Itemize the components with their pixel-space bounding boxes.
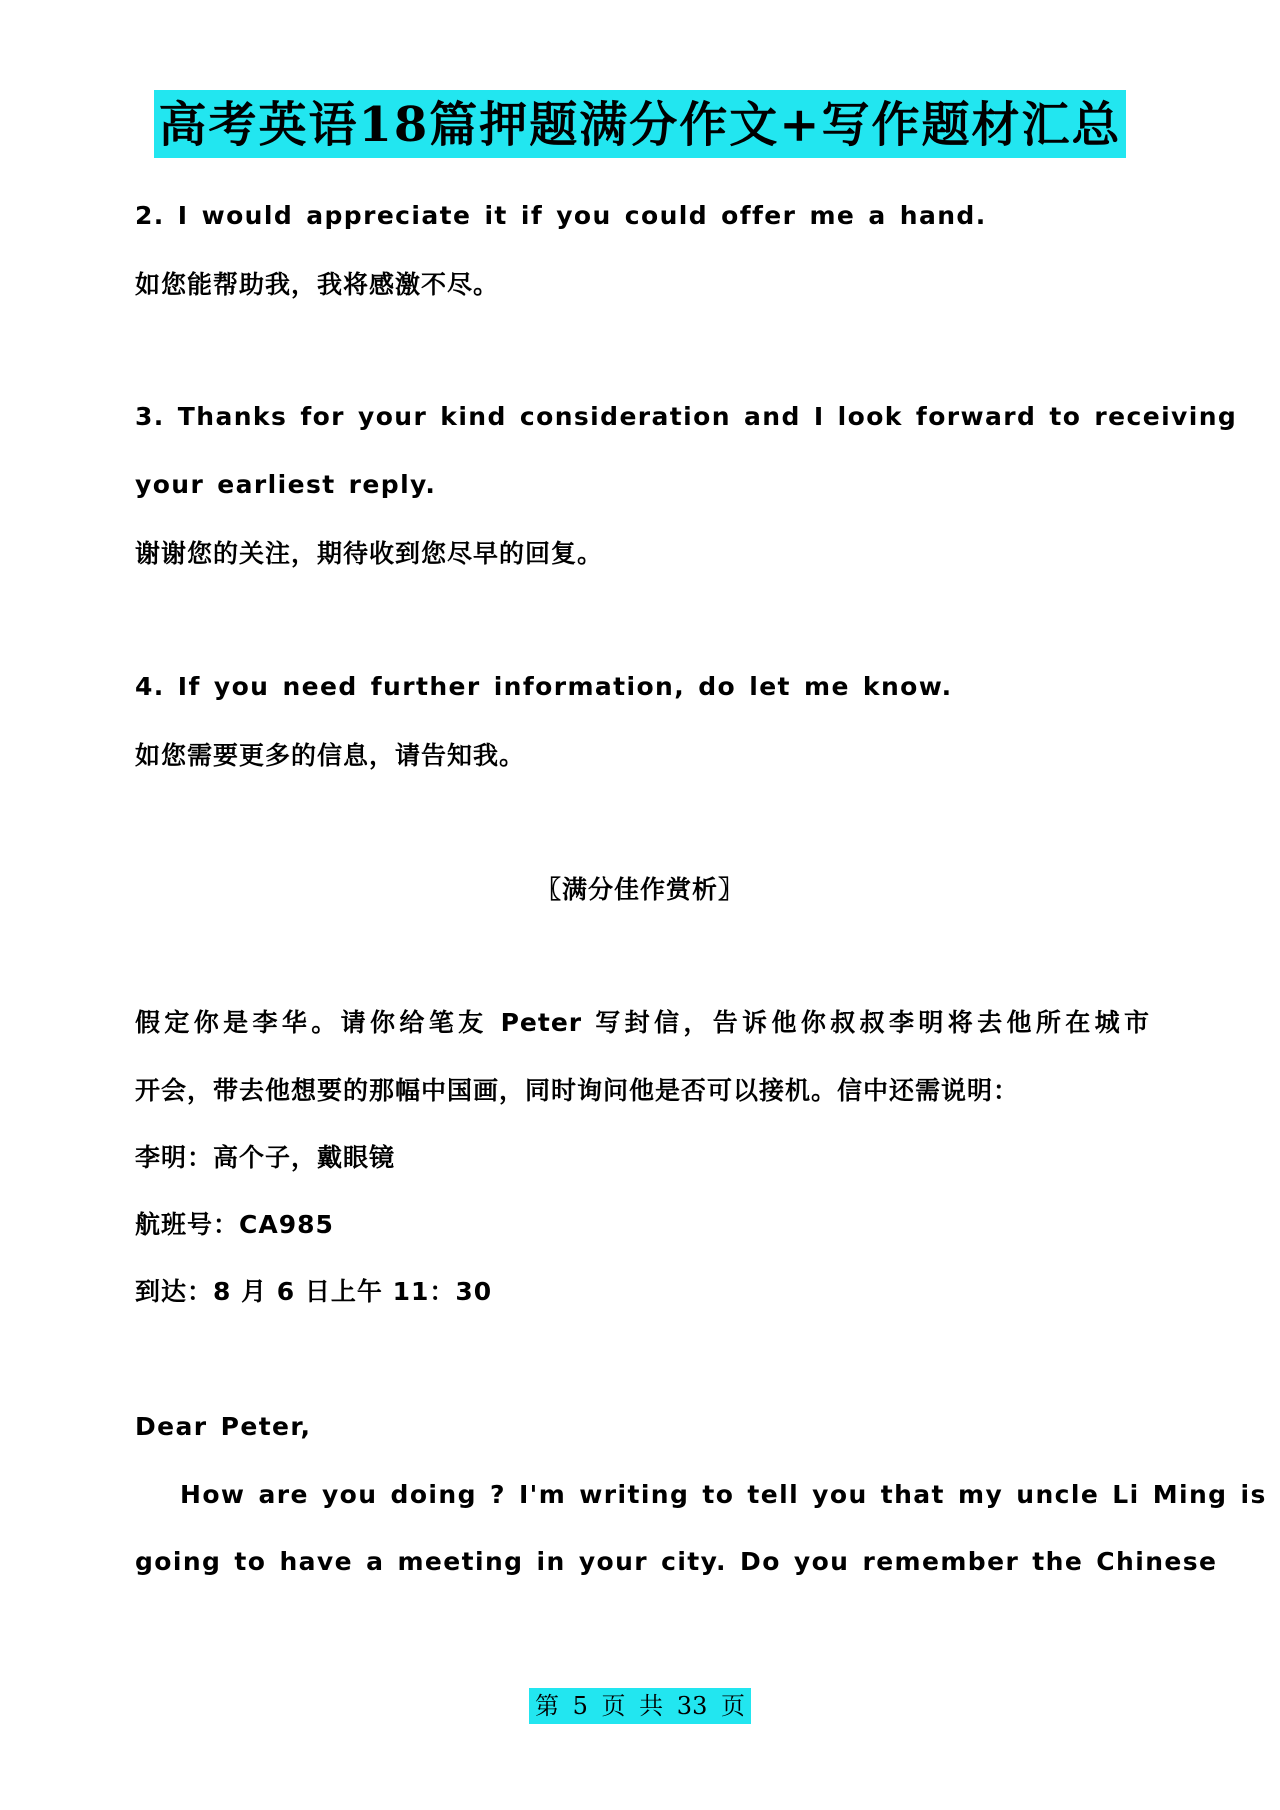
page-number: 第 5 页 共 33 页 (529, 1688, 751, 1724)
phrase-2-english: 2. I would appreciate it if you could offer me a hand. (135, 201, 987, 230)
page-footer (0, 1688, 1280, 1724)
phrase-2-chinese: 如您能帮助我，我将感激不尽。 (135, 270, 500, 299)
prompt-line-3: 李明：高个子，戴眼镜 (135, 1143, 396, 1172)
section-heading: 〖满分佳作赏析〗 (535, 875, 744, 904)
letter-body-line-1: How are you doing ? I'm writing to tell you that my uncle Li Ming is (180, 1480, 1267, 1509)
prompt-line-1: 假定你是李华。请你给笔友 Peter 写封信，告诉他你叔叔李明将去他所在城市 (135, 1008, 1150, 1037)
phrase-3-chinese: 谢谢您的关注，期待收到您尽早的回复。 (135, 539, 604, 568)
title-banner (0, 90, 1280, 158)
prompt-line-2: 开会，带去他想要的那幅中国画，同时询问他是否可以接机。信中还需说明： (135, 1076, 1020, 1105)
phrase-4-chinese: 如您需要更多的信息，请告知我。 (135, 741, 526, 770)
phrase-4-english: 4. If you need further information, do let me know. (135, 672, 953, 701)
letter-body-line-2: going to have a meeting in your city. Do you remember the Chinese (135, 1547, 1218, 1576)
letter-salutation: Dear Peter, (135, 1412, 312, 1441)
phrase-3-english-line-2: your earliest reply. (135, 470, 437, 499)
phrase-3-english-line-1: 3. Thanks for your kind consideration and I look forward to receiving (135, 402, 1238, 431)
prompt-line-4: 航班号：CA985 (135, 1210, 334, 1239)
page-title: 高考英语18篇押题满分作文+写作题材汇总 (154, 90, 1125, 158)
prompt-line-5: 到达：8 月 6 日上午 11：30 (135, 1277, 493, 1306)
